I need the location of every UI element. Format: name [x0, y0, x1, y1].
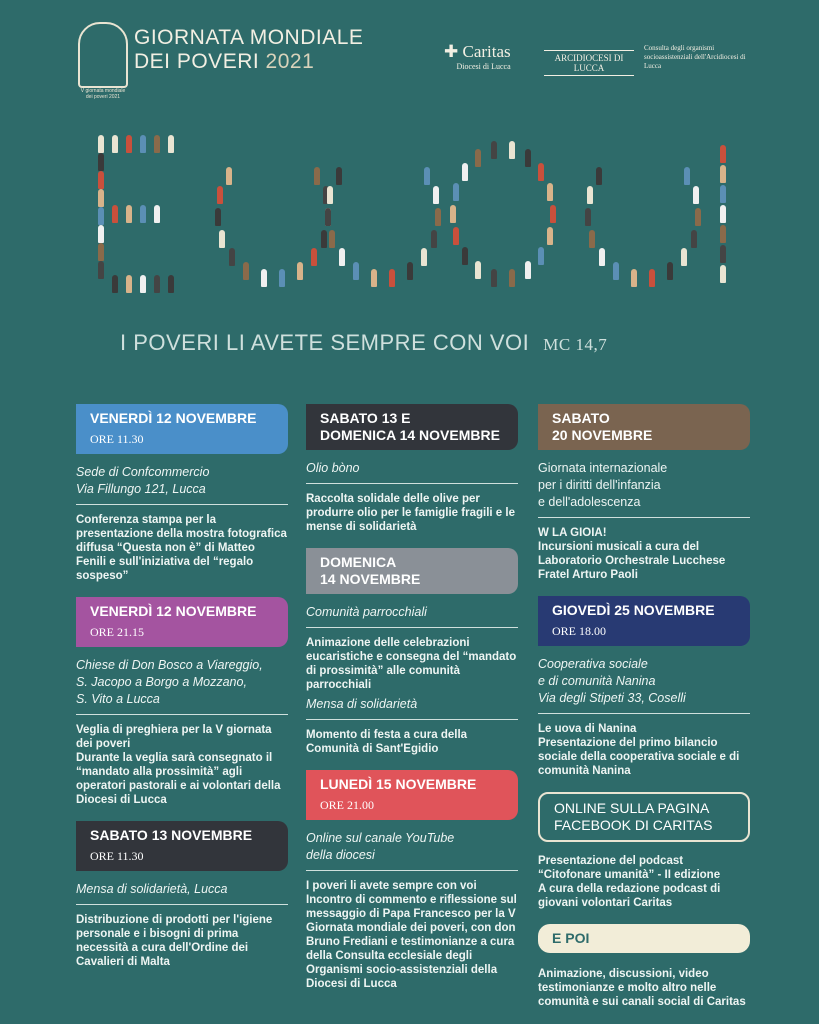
event-7-title: W LA GIOIA! [538, 527, 607, 539]
event-1-date-pill [76, 404, 288, 454]
crowd-person [587, 186, 593, 204]
crowd-person [168, 135, 174, 153]
event-3-time: ORE 11.30 [90, 849, 144, 863]
column-3 [538, 404, 750, 1023]
event-3-desc: Distribuzione di prodotti per l'igiene personale e i bisogni di prima necessità a cura dell'Ordine dei Cavalieri di Malta [76, 914, 273, 968]
event-9-date-pill [538, 792, 750, 842]
event-8-date-pill [538, 596, 750, 646]
event-6-date-pill [306, 770, 518, 820]
event-7-place: Giornata internazionale per i diritti dell'infanzia e dell'adolescenza [538, 460, 750, 518]
column-2 [306, 404, 518, 1005]
event-5-desc: Animazione delle celebrazioni eucaristiche e consegna del “mandato di prossimità” alle comunità parrocchiali [306, 637, 517, 691]
crowd-person [297, 262, 303, 280]
crowd-person [538, 247, 544, 265]
crowd-person [112, 205, 118, 223]
crowd-person [462, 247, 468, 265]
crowd-person [720, 205, 726, 223]
crowd-person [226, 167, 232, 185]
crowd-person [126, 135, 132, 153]
crowd-person [229, 248, 235, 266]
crowd-person [98, 243, 104, 261]
crowd-person [720, 265, 726, 283]
crowd-person [550, 205, 556, 223]
crowd-person [311, 248, 317, 266]
event-6-desc: Incontro di commento e riflessione sul messaggio di Papa Francesco per la V Giornata mondiale dei poveri, con don Bruno Frediani e testimonianze a cura della Consulta ecclesiale degli Organismi socio-assistenziali della Diocesi di Lucca [306, 894, 517, 990]
crowd-person [98, 207, 104, 225]
event-6-title: I poveri li avete sempre con voi [306, 880, 477, 892]
crowd-person [217, 186, 223, 204]
crowd-person [453, 183, 459, 201]
event-5-date: DOMENICA 14 NOVEMBRE [320, 554, 421, 587]
event-3-date-pill [76, 821, 288, 871]
crowd-person [140, 205, 146, 223]
crowd-person [407, 262, 413, 280]
crowd-person [219, 230, 225, 248]
event-3-date: SABATO 13 NOVEMBRE [90, 827, 253, 843]
crowd-person [336, 167, 342, 185]
crowd-person [596, 167, 602, 185]
event-7-desc-block [538, 526, 750, 582]
crowd-person [112, 275, 118, 293]
page-title [134, 26, 363, 74]
event-4-date: SABATO 13 E DOMENICA 14 NOVEMBRE [320, 410, 500, 443]
event-8-desc-block [538, 722, 750, 778]
event-5-place: Comunità parrocchiali [306, 604, 518, 628]
caritas-sub: Diocesi di Lucca [456, 62, 511, 71]
event-5-date-pill [306, 548, 518, 594]
crowd-person [491, 141, 497, 159]
crowd-person [98, 153, 104, 171]
crowd-person [433, 186, 439, 204]
crowd-person [720, 165, 726, 183]
caritas-name: Caritas [462, 42, 511, 61]
crowd-person [450, 205, 456, 223]
arcidiocesi-logo: ARCIDIOCESI DI LUCCA [544, 50, 634, 76]
crowd-person [389, 269, 395, 287]
crowd-person [168, 275, 174, 293]
event-2-title: Veglia di preghiera per la V giornata dei poveri [76, 724, 272, 750]
crowd-person [585, 208, 591, 226]
crowd-person [509, 141, 515, 159]
title-line-2: DEI POVERI [134, 50, 260, 73]
crowd-person [98, 225, 104, 243]
crowd-person [421, 248, 427, 266]
crowd-person [589, 230, 595, 248]
event-7-date-pill [538, 404, 750, 450]
event-8-place: Cooperativa sociale e di comunità Nanina Via degli Stipeti 33, Coselli [538, 656, 750, 714]
event-6-desc-block [306, 879, 518, 991]
crowd-person [547, 227, 553, 245]
event-2-date-pill [76, 597, 288, 647]
crowd-person [667, 262, 673, 280]
crowd-person [98, 261, 104, 279]
event-8-desc: Presentazione del primo bilancio sociale della cooperativa sociale e di comunità Nanina [538, 737, 740, 777]
tagline-text: I POVERI LI AVETE SEMPRE CON VOI [120, 330, 530, 355]
event-10-date: E POI [552, 930, 590, 946]
crowd-person [339, 248, 345, 266]
crowd-person [475, 149, 481, 167]
crowd-person [243, 262, 249, 280]
crowd-person [126, 275, 132, 293]
event-2-place: Chiese di Don Bosco a Viareggio, S. Jacopo a Borgo a Mozzano, S. Vito a Lucca [76, 657, 288, 715]
crowd-person [684, 167, 690, 185]
event-2-date: VENERDÌ 12 NOVEMBRE [90, 603, 257, 619]
crowd-person [98, 171, 104, 189]
crowd-person [98, 135, 104, 153]
crowd-person [509, 269, 515, 287]
event-2-desc-block [76, 723, 288, 807]
crowd-person [261, 269, 267, 287]
event-9-desc: A cura della redazione podcast di giovani volontari Caritas [538, 883, 721, 909]
crowd-person [126, 205, 132, 223]
crowd-person [691, 230, 697, 248]
event-1-time: ORE 11.30 [90, 432, 144, 446]
event-5-place-2: Mensa di solidarietà [306, 696, 518, 720]
crowd-person [453, 227, 459, 245]
crowd-person [112, 135, 118, 153]
event-4-place: Olio bòno [306, 460, 518, 484]
crowd-person [140, 135, 146, 153]
event-9-date: ONLINE SULLA PAGINA FACEBOOK DI CARITAS [554, 800, 713, 833]
crowd-person [371, 269, 377, 287]
event-10-date-pill [538, 924, 750, 953]
giornata-logo [78, 22, 128, 100]
event-1-desc: Conferenza stampa per la presentazione della mostra fotografica diffusa “Questa non è” di Matteo Fenili e sull'iniziativa del “regalo sospeso” [76, 514, 287, 582]
crowd-person [215, 208, 221, 226]
crowd-person [720, 245, 726, 263]
crowd-person [475, 261, 481, 279]
consulta-logo: Consulta degli organismi socioassistenziali dell'Arcidiocesi di Lucca [644, 44, 746, 70]
crowd-person [720, 185, 726, 203]
caritas-logo [444, 42, 511, 71]
event-4-desc: Raccolta solidale delle olive per produrre olio per le famiglie fragili e le mense di solidarietà [306, 493, 515, 533]
event-3-place: Mensa di solidarietà, Lucca [76, 881, 288, 905]
crowd-person [435, 208, 441, 226]
event-9-title: Presentazione del podcast “Citofonare umanità” - II edizione [538, 855, 721, 881]
crowd-person [279, 269, 285, 287]
event-6-date: LUNEDÌ 15 NOVEMBRE [320, 776, 477, 792]
crowd-person [154, 135, 160, 153]
event-1-place: Sede di Confcommercio Via Fillungo 121, Lucca [76, 464, 288, 505]
crowd-person [154, 275, 160, 293]
crowd-person [140, 275, 146, 293]
crowd-person [613, 262, 619, 280]
event-2-desc: Durante la veglia sarà consegnato il “mandato alla prossimità” agli operatori pastorali e ai volontari della Diocesi di Lucca [76, 752, 281, 806]
event-1-date: VENERDÌ 12 NOVEMBRE [90, 410, 257, 426]
event-9-desc-block [538, 854, 750, 910]
crowd-person [154, 205, 160, 223]
crowd-person [329, 230, 335, 248]
event-10-desc: Animazione, discussioni, video testimonianze e molto altro nelle comunità e sui canali social di Caritas [538, 968, 746, 1008]
event-6-time: ORE 21.00 [320, 798, 374, 812]
crowd-person [462, 163, 468, 181]
event-2-time: ORE 21.15 [90, 625, 144, 639]
title-line-1: GIORNATA MONDIALE [134, 26, 364, 49]
crowd-person [327, 186, 333, 204]
event-8-title: Le uova di Nanina [538, 723, 637, 735]
crowd-person [693, 186, 699, 204]
event-7-date: SABATO 20 NOVEMBRE [552, 410, 653, 443]
crowd-person [424, 167, 430, 185]
crowd-person [631, 269, 637, 287]
event-8-time: ORE 18.00 [552, 624, 606, 638]
crowd-person [538, 163, 544, 181]
crowd-person [314, 167, 320, 185]
crowd-person [695, 208, 701, 226]
event-7-desc: Incursioni musicali a cura del Laboratorio Orchestrale Lucchese Fratel Arturo Paoli [538, 541, 726, 581]
crowd-person [491, 269, 497, 287]
crowd-person [547, 183, 553, 201]
crowd-person [525, 149, 531, 167]
crowd-illustration [80, 135, 740, 300]
crowd-person [431, 230, 437, 248]
crowd-person [720, 145, 726, 163]
crowd-person [321, 230, 327, 248]
tagline [120, 330, 607, 356]
crowd-person [325, 208, 331, 226]
event-8-date: GIOVEDÌ 25 NOVEMBRE [552, 602, 715, 618]
crowd-person [649, 269, 655, 287]
event-4-date-pill [306, 404, 518, 450]
event-5-desc-2: Momento di festa a cura della Comunità di Sant'Egidio [306, 729, 468, 755]
logo-caption: V giornata mondiale dei poveri 2021 [80, 88, 126, 100]
crowd-person [599, 248, 605, 266]
crowd-person [353, 262, 359, 280]
crowd-person [720, 225, 726, 243]
column-1 [76, 404, 288, 983]
event-6-place: Online sul canale YouTube della diocesi [306, 830, 518, 871]
title-year: 2021 [265, 50, 315, 73]
crowd-person [525, 261, 531, 279]
tagline-ref: MC 14,7 [543, 335, 608, 354]
crowd-person [681, 248, 687, 266]
caritas-cross-icon: ✚ [444, 42, 459, 61]
crowd-person [98, 189, 104, 207]
